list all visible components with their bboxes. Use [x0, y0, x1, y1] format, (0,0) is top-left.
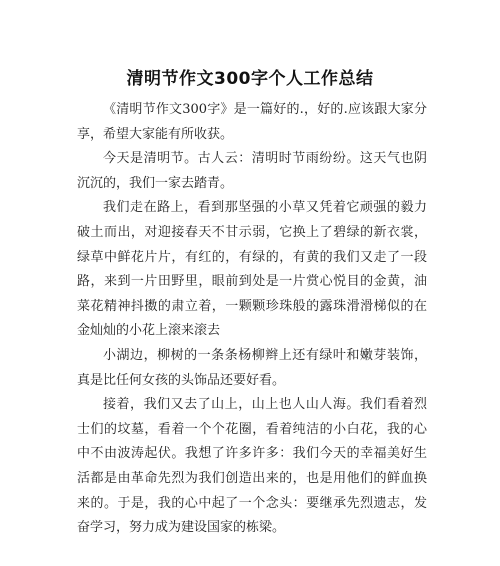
document-body: [77, 98, 427, 541]
paragraph-walk: 我们走在路上，看到那坚强的小草又凭着它顽强的毅力破土而出，对迎接春天不甘示弱，它换上了碧绿的新衣裳，绿草中鲜花片片，有红的，有绿的，有黄的我们又走了一段路，来到一片田野里，眼前到处是一片赏心悦目的金黄，油菜花精神抖擞的肃立着，一颗颗珍珠般的露珠滑滑梯似的在金灿灿的小花上滚来滚去: [77, 200, 427, 339]
paragraph-qingming: 今天是清明节。古人云：清明时节雨纷纷。这天气也阴沉沉的，我们一家去踏青。: [77, 151, 427, 191]
paragraph-intro: 《清明节作文300字》是一篇好的.，好的.应该跟大家分享，希望大家能有所收获。: [77, 102, 427, 142]
paragraph-mountain: 接着，我们又去了山上，山上也人山人海。我们看着烈士们的坟墓，看着一个个花圈，看着纯洁的小白花，我的心中不由波涛起伏。我想了许多许多：我们今天的幸福美好生活都是由革命先烈为我们创造出来的，也是用他们的鲜血换来的。于是，我的心中起了一个念头：要继承先烈遗志，发奋学习，努力成为建设国家的栋梁。: [77, 397, 427, 536]
paragraph-lake: 小湖边，柳树的一条条杨柳辫上还有绿叶和嫩芽装饰，真是比任何女孩的头饰品还要好看。: [77, 347, 427, 388]
document-title: 清明节作文300字个人工作总结: [126, 69, 374, 89]
